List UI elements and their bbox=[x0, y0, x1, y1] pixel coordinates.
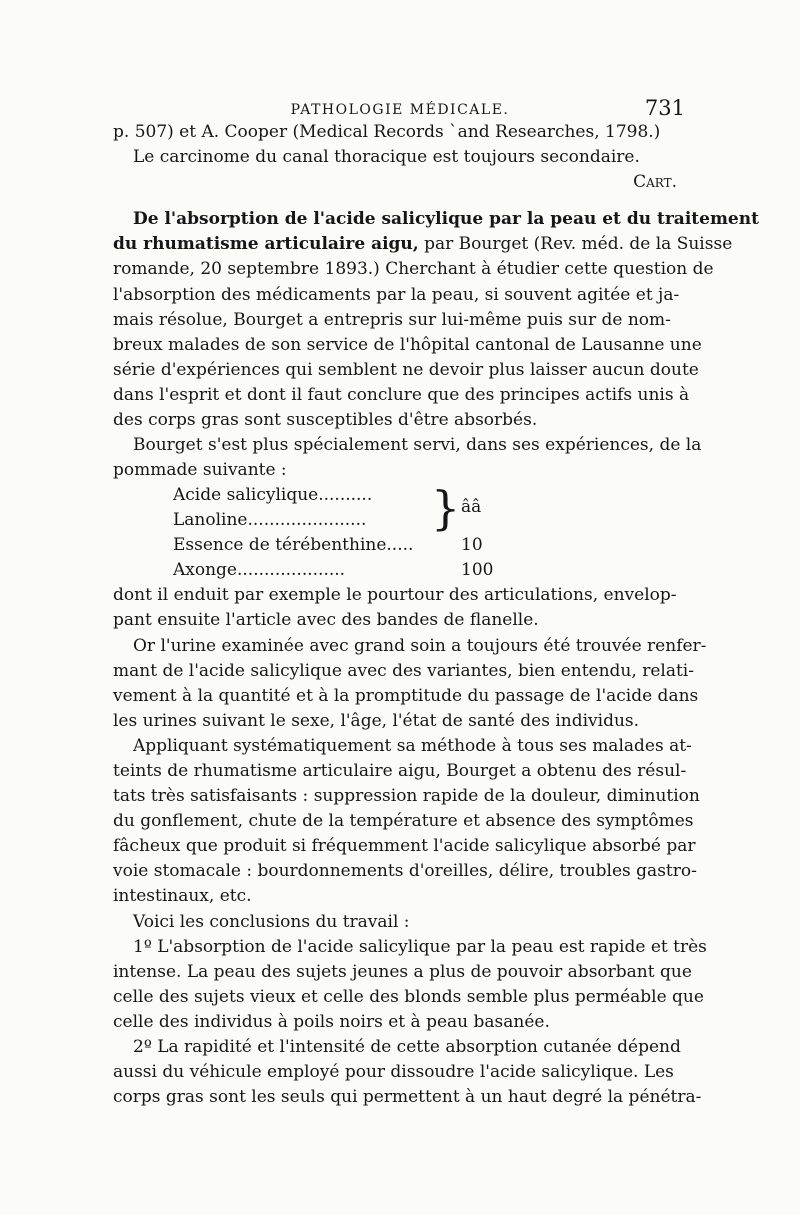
text-line: celle des individus à poils noirs et à peau basanée. bbox=[113, 1011, 550, 1032]
article-title-cont: du rhumatisme articulaire aigu, bbox=[113, 234, 419, 255]
ingredient-name: Axonge.................... bbox=[173, 560, 346, 581]
ingredient-name: Acide salicylique.......... bbox=[173, 485, 373, 506]
ingredient-name: Lanoline...................... bbox=[173, 510, 367, 531]
formula-row bbox=[173, 483, 443, 508]
text-line: Appliquant systématiquement sa méthode à tous ses malades at- bbox=[133, 735, 692, 756]
text-line: fâcheux que produit si fréquemment l'acide salicylique absorbé par bbox=[113, 836, 696, 857]
text-line: p. 507) et A. Cooper (Medical Records `and Researches, 1798.) bbox=[113, 122, 661, 142]
ingredient-name: Essence de térébenthine..... bbox=[173, 535, 414, 556]
text-line: des corps gras sont susceptibles d'être absorbés. bbox=[113, 410, 538, 431]
page-number: 731 bbox=[644, 96, 685, 120]
text-line: mais résolue, Bourget a entrepris sur lui-même puis sur de nom- bbox=[113, 309, 671, 330]
text-line: pommade suivante : bbox=[113, 460, 287, 481]
text-line: 2º La rapidité et l'intensité de cette absorption cutanée dépend bbox=[133, 1037, 681, 1057]
ingredient-quantity: 10 bbox=[461, 535, 483, 556]
recipe-formula bbox=[173, 483, 685, 583]
text-line: 1º L'absorption de l'acide salicylique par la peau est rapide et très bbox=[133, 936, 707, 957]
text-line: les urines suivant le sexe, l'âge, l'état de santé des individus. bbox=[113, 710, 640, 731]
text-line: Bourget s'est plus spécialement servi, dans ses expériences, de la bbox=[133, 435, 702, 456]
page-header bbox=[115, 96, 685, 122]
text-line: celle des sujets vieux et celle des blonds semble plus perméable que bbox=[113, 986, 704, 1007]
text-line: Voici les conclusions du travail : bbox=[133, 911, 410, 932]
formula-row bbox=[173, 533, 443, 558]
text-line: corps gras sont les seuls qui permettent à un haut degré la pénétra- bbox=[113, 1087, 702, 1108]
author-signature: Cart. bbox=[633, 172, 677, 193]
page-body bbox=[113, 120, 759, 1110]
text-line: intense. La peau des sujets jeunes a plus de pouvoir absorbant que bbox=[113, 961, 692, 982]
text-line: pant ensuite l'article avec des bandes de flanelle. bbox=[113, 610, 539, 631]
citation: par Bourget (Rev. méd. de la Suisse bbox=[418, 234, 733, 255]
text-line: vement à la quantité et à la promptitude du passage de l'acide dans bbox=[113, 685, 699, 706]
text-line: romande, 20 septembre 1893.) Cherchant à étudier cette question de bbox=[113, 259, 714, 280]
ingredient-quantity: ââ bbox=[461, 497, 482, 518]
ingredient-quantity: 100 bbox=[461, 560, 494, 581]
brace-symbol: } bbox=[431, 481, 461, 536]
text-line: du gonflement, chute de la température et absence des symptômes bbox=[113, 811, 694, 832]
running-head: PATHOLOGIE MÉDICALE. bbox=[290, 102, 510, 118]
article-title: De l'absorption de l'acide salicylique par la peau et du traitement bbox=[133, 209, 759, 230]
text-line bbox=[113, 232, 733, 257]
text-line: tats très satisfaisants : suppression rapide de la douleur, diminution bbox=[113, 786, 700, 807]
formula-row bbox=[173, 508, 443, 533]
text-line: dans l'esprit et dont il faut conclure que des principes actifs unis à bbox=[113, 384, 690, 405]
text-line: série d'expériences qui semblent ne devoir plus laisser aucun doute bbox=[113, 359, 699, 380]
text-line: dont il enduit par exemple le pourtour des articulations, envelop- bbox=[113, 585, 677, 606]
text-line: voie stomacale : bourdonnements d'oreilles, délire, troubles gastro- bbox=[113, 861, 697, 882]
text-line: l'absorption des médicaments par la peau, si souvent agitée et ja- bbox=[113, 284, 680, 305]
text-line: breux malades de son service de l'hôpital cantonal de Lausanne une bbox=[113, 334, 702, 355]
text-line: mant de l'acide salicylique avec des variantes, bien entendu, relati- bbox=[113, 660, 694, 681]
text-line: teints de rhumatisme articulaire aigu, Bourget a obtenu des résul- bbox=[113, 760, 687, 781]
text-line: Le carcinome du canal thoracique est toujours secondaire. bbox=[133, 147, 640, 168]
formula-row bbox=[173, 558, 443, 583]
text-line: aussi du véhicule employé pour dissoudre l'acide salicylique. Les bbox=[113, 1062, 674, 1083]
text-line: intestinaux, etc. bbox=[113, 886, 252, 907]
text-line: Or l'urine examinée avec grand soin a toujours été trouvée renfer- bbox=[133, 635, 707, 656]
